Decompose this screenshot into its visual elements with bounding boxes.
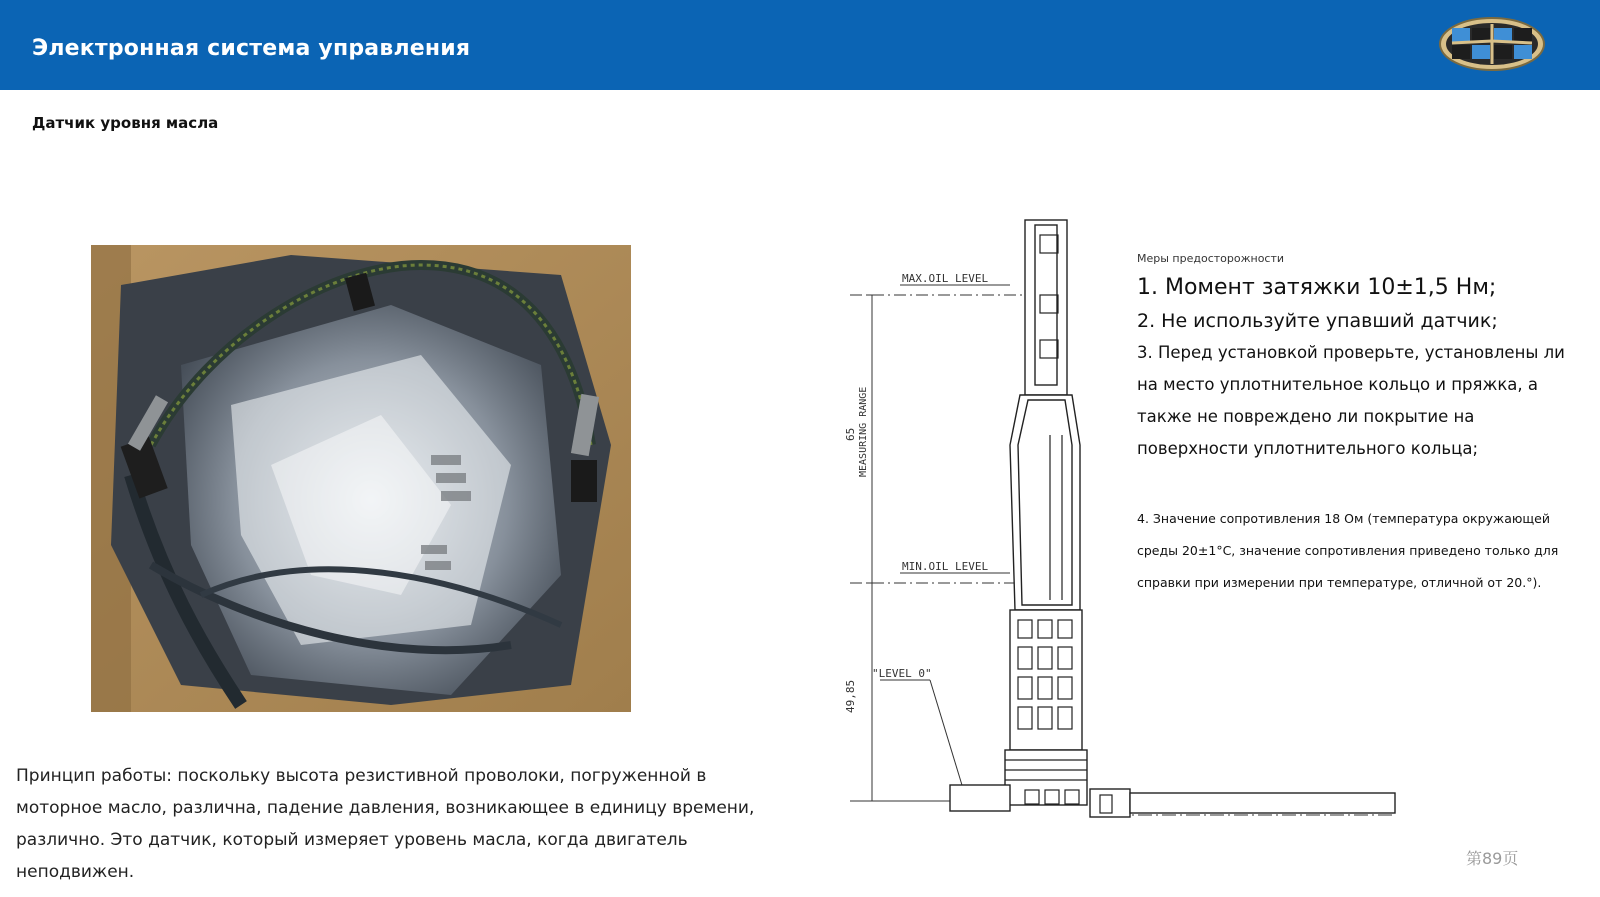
- page-number: 第89页: [1466, 849, 1519, 868]
- header-title: Электронная система управления: [32, 36, 471, 61]
- level-zero-label: "LEVEL 0": [872, 667, 932, 680]
- principle-text: Принцип работы: поскольку высота резистивной проволоки, погруженной в моторное масло, различна, падение давления, возникающее в единицу времени, различно. Это датчик, который измеряет уровень масла, когда двигатель неподвижен.: [16, 766, 755, 882]
- brand-logo-icon: [1438, 14, 1546, 74]
- page-subtitle: Датчик уровня масла: [32, 114, 219, 132]
- sensor-photo: [91, 245, 631, 712]
- header-bar: [0, 0, 1600, 90]
- precautions-block: [1137, 252, 1567, 599]
- measuring-range-label: MEASURING RANGE: [858, 386, 869, 477]
- precaution-item-3: 3. Перед установкой проверьте, установлены ли на место уплотнительное кольцо и пряжка, а также не повреждено ли покрытие на поверхности уплотнительного кольца;: [1137, 343, 1565, 458]
- min-oil-level-label: MIN.OIL LEVEL: [902, 560, 989, 573]
- precaution-item-4: 4. Значение сопротивления 18 Ом (температура окружающей среды 20±1°С, значение сопротивления приведено только для справки при измерении при температуре, отличной от 20.°).: [1137, 511, 1559, 590]
- max-oil-level-label: MAX.OIL LEVEL: [902, 272, 989, 285]
- precaution-item-1: 1. Момент затяжки 10±1,5 Нм;: [1137, 275, 1497, 300]
- precautions-heading: Меры предосторожности: [1137, 252, 1285, 265]
- bottom-dimension-label: 49,85: [844, 679, 857, 713]
- range-value-label: 65: [844, 427, 857, 441]
- precaution-item-2: 2. Не используйте упавший датчик;: [1137, 310, 1498, 332]
